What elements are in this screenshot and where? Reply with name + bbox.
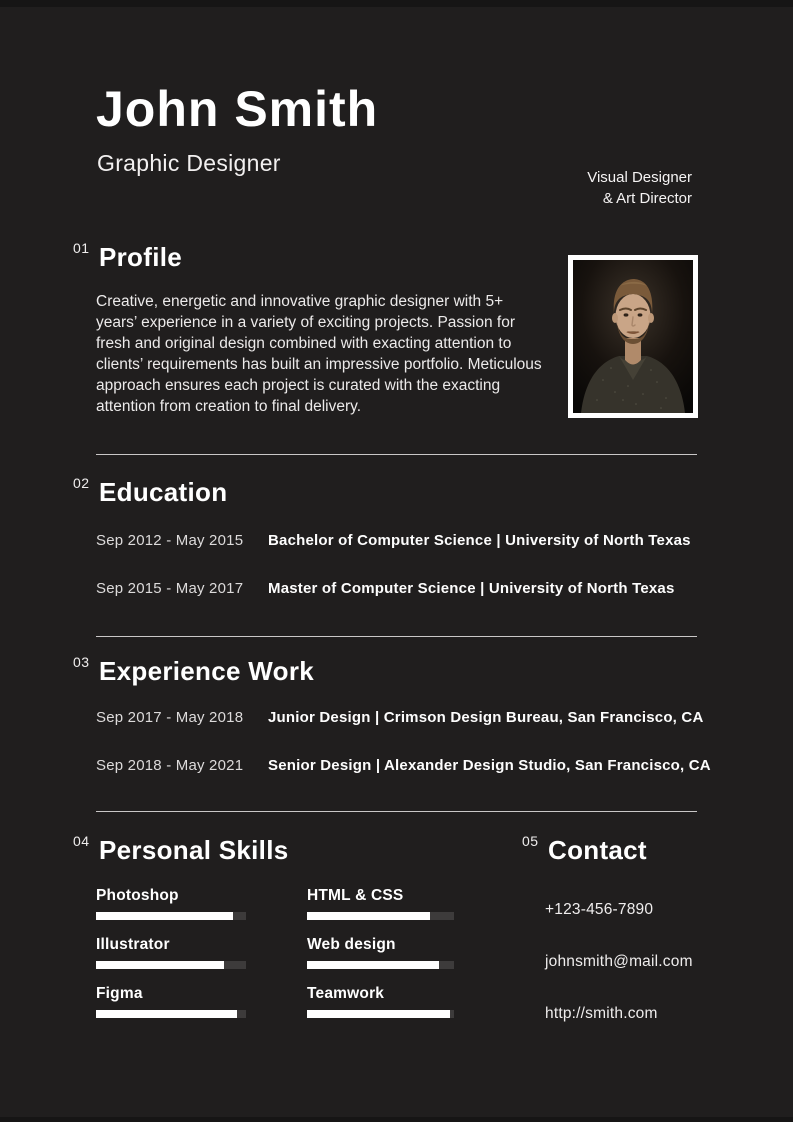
- contact-website: http://smith.com: [545, 1005, 658, 1022]
- contact-email: johnsmith@mail.com: [545, 953, 693, 970]
- portrait-illustration: [573, 260, 693, 413]
- section-divider: [96, 636, 697, 637]
- tagline-line-2: & Art Director: [602, 190, 692, 207]
- skill-item: [96, 985, 246, 1018]
- section-heading: [73, 242, 553, 272]
- experience-list: [96, 707, 711, 776]
- section-title: Personal Skills: [99, 835, 289, 865]
- section-heading: [522, 835, 693, 865]
- skill-bar-track: [307, 961, 454, 969]
- experience-entry: [96, 755, 711, 776]
- tagline-line-1: Visual Designer: [587, 169, 692, 186]
- education-description: Master of Computer Science | University of North Texas: [268, 580, 675, 597]
- skill-bar-track: [96, 961, 246, 969]
- section-title: Contact: [548, 835, 647, 865]
- skill-bar-fill: [96, 1010, 237, 1018]
- skill-bar-fill: [307, 1010, 450, 1018]
- skill-bar-track: [96, 1010, 246, 1018]
- page-edge-top: [0, 0, 793, 7]
- skill-item: [307, 887, 454, 920]
- education-dates: Sep 2012 - May 2015: [96, 532, 244, 549]
- section-title: Experience Work: [99, 656, 315, 686]
- education-entry: [96, 530, 691, 551]
- section-contact: [522, 835, 693, 1057]
- section-heading: [73, 835, 454, 865]
- skill-label: HTML & CSS: [307, 887, 404, 904]
- skill-bar-track: [307, 1010, 454, 1018]
- skill-item: [96, 887, 246, 920]
- skill-bar-fill: [307, 961, 439, 969]
- skill-label: Teamwork: [307, 985, 385, 1002]
- section-profile: [73, 242, 553, 417]
- profile-photo: [568, 255, 698, 418]
- section-personal-skills: [73, 835, 454, 1018]
- skill-bar-track: [96, 912, 246, 920]
- skill-bar-fill: [96, 912, 233, 920]
- skill-label: Illustrator: [96, 936, 170, 953]
- section-education: [73, 477, 691, 626]
- section-number: 02: [73, 475, 90, 491]
- skill-item: [307, 936, 454, 969]
- skill-bar-fill: [96, 961, 224, 969]
- job-title: Graphic Designer: [97, 150, 281, 176]
- contact-list: [545, 901, 693, 1026]
- skills-grid: [96, 887, 454, 1018]
- section-number: 01: [73, 240, 90, 256]
- education-entry: [96, 578, 691, 599]
- tagline: [587, 167, 692, 209]
- profile-summary-text: Creative, energetic and innovative graphic designer with 5+ years’ experience in a variety of exciting projects. Passion for fresh and original design combined with exacting attention to clients’ requirements has built an impressive portfolio. Meticulous approach ensures each project is curated with the exacting attention from creation to final delivery.: [96, 293, 542, 415]
- skill-bar-fill: [307, 912, 430, 920]
- experience-dates: Sep 2017 - May 2018: [96, 709, 244, 726]
- experience-description: Junior Design | Crimson Design Bureau, San Francisco, CA: [268, 709, 704, 726]
- experience-description: Senior Design | Alexander Design Studio, San Francisco, CA: [268, 757, 711, 774]
- page-edge-bottom: [0, 1117, 793, 1122]
- education-dates: Sep 2015 - May 2017: [96, 580, 244, 597]
- skill-label: Photoshop: [96, 887, 179, 904]
- section-divider: [96, 454, 697, 455]
- section-heading: [73, 477, 691, 507]
- section-divider: [96, 811, 697, 812]
- section-experience: [73, 656, 711, 803]
- section-number: 04: [73, 833, 90, 849]
- section-heading: [73, 656, 711, 686]
- contact-phone: +123-456-7890: [545, 901, 654, 918]
- section-number: 05: [522, 833, 539, 849]
- education-description: Bachelor of Computer Science | University of North Texas: [268, 532, 691, 549]
- skill-label: Figma: [96, 985, 143, 1002]
- skill-bar-track: [307, 912, 454, 920]
- skill-label: Web design: [307, 936, 396, 953]
- person-name: John Smith: [96, 81, 379, 137]
- education-list: [96, 530, 691, 599]
- experience-dates: Sep 2018 - May 2021: [96, 757, 244, 774]
- section-title: Profile: [99, 242, 183, 272]
- experience-entry: [96, 707, 711, 728]
- skill-item: [307, 985, 454, 1018]
- section-number: 03: [73, 654, 90, 670]
- section-title: Education: [99, 477, 228, 507]
- skill-item: [96, 936, 246, 969]
